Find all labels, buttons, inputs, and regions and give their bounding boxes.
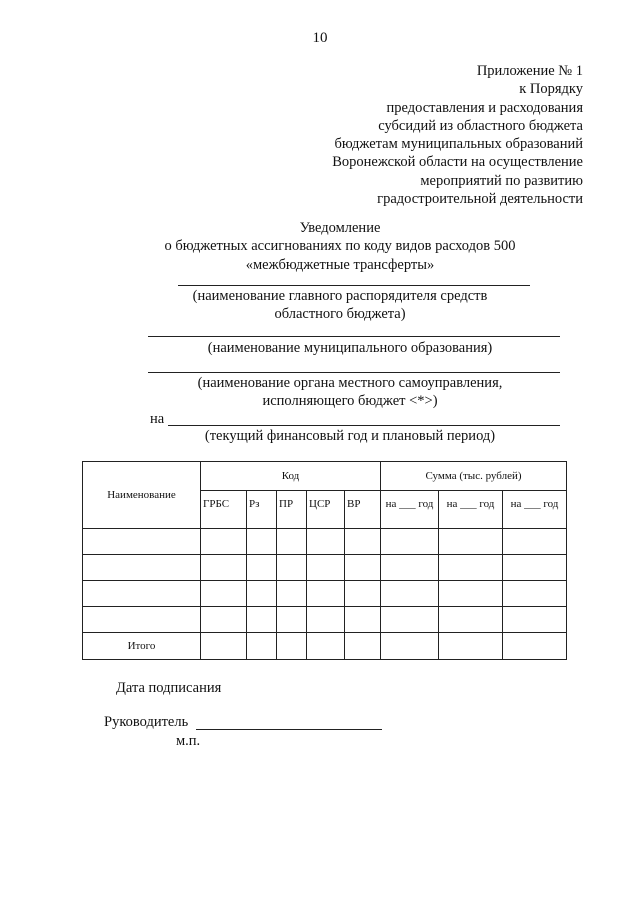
- table-cell[interactable]: [381, 529, 439, 555]
- table-cell[interactable]: [439, 581, 503, 607]
- table-cell[interactable]: [247, 633, 277, 660]
- table-row: [83, 581, 567, 607]
- table-cell[interactable]: [381, 607, 439, 633]
- table-cell[interactable]: [503, 529, 567, 555]
- head-label: Руководитель: [104, 714, 189, 730]
- table-cell[interactable]: [277, 633, 307, 660]
- table-cell[interactable]: [83, 581, 201, 607]
- code-header: Код: [201, 462, 381, 491]
- appendix-line: мероприятий по развитию: [420, 172, 583, 189]
- table-cell[interactable]: [381, 581, 439, 607]
- code-col-csr: ЦСР: [307, 491, 345, 529]
- period-line[interactable]: [168, 425, 560, 426]
- signing-date-label: Дата подписания: [116, 680, 222, 696]
- appendix-block: [332, 62, 583, 208]
- table-cell[interactable]: [83, 555, 201, 581]
- table-row: [83, 555, 567, 581]
- code-col-rz: Рз: [247, 491, 277, 529]
- table-cell[interactable]: [201, 581, 247, 607]
- table-cell[interactable]: [381, 633, 439, 660]
- table-cell[interactable]: [503, 581, 567, 607]
- table-row: [83, 607, 567, 633]
- notice-subtitle-2: «межбюджетные трансферты»: [245, 256, 435, 273]
- head-signature-line[interactable]: [196, 729, 382, 730]
- total-label: Итого: [83, 633, 201, 660]
- table-cell[interactable]: [277, 555, 307, 581]
- table-cell[interactable]: [307, 633, 345, 660]
- table-cell[interactable]: [201, 555, 247, 581]
- local-gov-caption: [140, 374, 560, 411]
- name-header: Наименование: [83, 462, 201, 529]
- municipality-line[interactable]: [148, 336, 560, 337]
- table-cell[interactable]: [381, 555, 439, 581]
- code-col-vr: ВР: [345, 491, 381, 529]
- notice-heading: [140, 219, 540, 274]
- table-cell[interactable]: [201, 633, 247, 660]
- appendix-line: Воронежской области на осуществление: [332, 154, 583, 171]
- table-cell[interactable]: [439, 555, 503, 581]
- period-caption: (текущий финансовый год и плановый период): [204, 428, 496, 444]
- table-row: [83, 529, 567, 555]
- table-cell[interactable]: [277, 607, 307, 633]
- sum-header: Сумма (тыс. рублей): [381, 462, 567, 491]
- page-number: 10: [312, 30, 328, 46]
- table-cell[interactable]: [439, 607, 503, 633]
- table-cell[interactable]: [83, 607, 201, 633]
- appendix-line: к Порядку: [519, 81, 583, 98]
- table-cell[interactable]: [277, 581, 307, 607]
- caption-line: (наименование главного распорядителя средств: [192, 288, 488, 304]
- table-cell[interactable]: [439, 633, 503, 660]
- table-cell[interactable]: [439, 529, 503, 555]
- on-label: на: [150, 411, 165, 427]
- chief-admin-caption: [140, 287, 540, 324]
- caption-line: (наименование органа местного самоуправления,: [197, 375, 503, 391]
- table-cell[interactable]: [345, 529, 381, 555]
- table-cell[interactable]: [345, 633, 381, 660]
- code-col-grbs: ГРБС: [201, 491, 247, 529]
- table-cell[interactable]: [503, 633, 567, 660]
- chief-admin-line[interactable]: [178, 285, 530, 286]
- notice-subtitle: о бюджетных ассигнованиях по коду видов расходов 500: [164, 238, 516, 255]
- table-cell[interactable]: [201, 607, 247, 633]
- budget-table: [82, 461, 567, 660]
- table-cell[interactable]: [345, 555, 381, 581]
- caption-line: областного бюджета): [274, 306, 406, 323]
- year-col-3: на ___ год: [503, 491, 567, 529]
- table-cell[interactable]: [503, 555, 567, 581]
- local-gov-line[interactable]: [148, 372, 560, 373]
- appendix-line: субсидий из областного бюджета: [378, 117, 583, 134]
- notice-title: Уведомление: [299, 220, 381, 236]
- table-cell[interactable]: [345, 581, 381, 607]
- table-cell[interactable]: [307, 607, 345, 633]
- appendix-line: предоставления и расходования: [386, 99, 583, 116]
- table-cell[interactable]: [277, 529, 307, 555]
- table-cell[interactable]: [247, 529, 277, 555]
- total-row: [83, 633, 567, 660]
- appendix-line: градостроительной деятельности: [377, 191, 583, 208]
- table-cell[interactable]: [345, 607, 381, 633]
- table-cell[interactable]: [247, 607, 277, 633]
- table-cell[interactable]: [247, 581, 277, 607]
- table-cell[interactable]: [307, 555, 345, 581]
- year-col-2: на ___ год: [439, 491, 503, 529]
- table-cell[interactable]: [247, 555, 277, 581]
- caption-line: исполняющего бюджет <*>): [262, 393, 438, 410]
- appendix-line: Приложение № 1: [476, 63, 583, 79]
- table-cell[interactable]: [307, 529, 345, 555]
- year-col-1: на ___ год: [381, 491, 439, 529]
- stamp-label: м.п.: [176, 733, 201, 749]
- appendix-line: бюджетам муниципальных образований: [334, 136, 583, 153]
- municipality-caption: (наименование муниципального образования): [207, 340, 493, 356]
- code-col-pr: ПР: [277, 491, 307, 529]
- table-cell[interactable]: [307, 581, 345, 607]
- table-cell[interactable]: [503, 607, 567, 633]
- table-cell[interactable]: [83, 529, 201, 555]
- table-cell[interactable]: [201, 529, 247, 555]
